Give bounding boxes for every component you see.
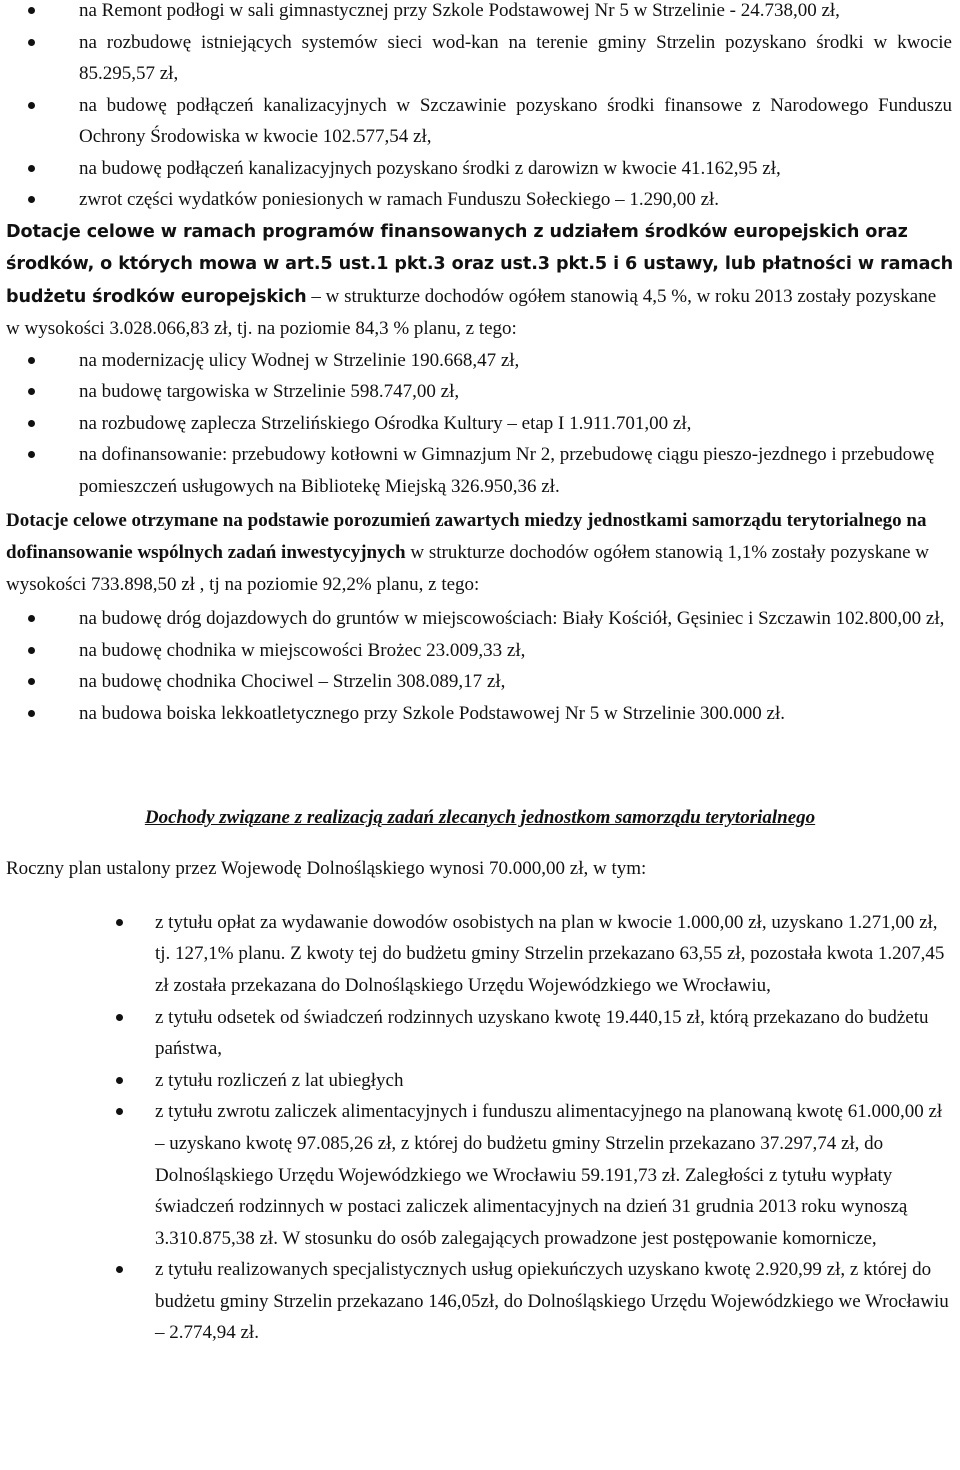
funding-list-3: [0, 603, 960, 729]
list-item: na modernizację ulicy Wodnej w Strzelinie 190.668,47 zł,: [79, 345, 952, 377]
list-item: na budowę dróg dojazdowych do gruntów w miejscowościach: Biały Kościół, Gęsiniec i Szczawin 102.800,00 zł,: [79, 603, 952, 635]
list-item: z tytułu rozliczeń z lat ubiegłych: [155, 1065, 950, 1097]
plan-text: Roczny plan ustalony przez Wojewodę Dolnośląskiego wynosi 70.000,00 zł, w tym:: [6, 858, 647, 880]
paragraph-agreements: [0, 505, 960, 600]
paragraph-eu-grants-text: – w strukturze dochodów ogółem stanowią 4,5 %, w roku 2013 zostały pozyskane w wysokości 3.028.066,83 zł, tj. na poziomie 84,3 % planu, z tego:: [6, 285, 937, 340]
list-item: na budowa boiska lekkoatletycznego przy Szkole Podstawowej Nr 5 w Strzelinie 300.000 zł.: [79, 698, 952, 730]
list-item: z tytułu zwrotu zaliczek alimentacyjnych i funduszu alimentacyjnego na planowaną kwotę 61.000,00 zł – uzyskano kwotę 97.085,26 zł, z której do budżetu gminy Strzelin przekazano 37.297,74 zł, do Dolnośląskiego Urzędu Wojewódzkiego we Wrocławiu 59.191,73 zł. Zaległości z tytułu wypłaty świadczeń rodzinnych w postaci zaliczek alimentacyjnych na dzień 31 grudnia 2013 roku wynoszą 3.310.875,38 zł. W stosunku do osób zalegających prowadzone jest postępowanie komornicze,: [155, 1096, 950, 1254]
list-item: z tytułu realizowanych specjalistycznych usług opiekuńczych uzyskano kwotę 2.920,99 zł, z której do budżetu gminy Strzelin przekazano 146,05zł, do Dolnośląskiego Urzędu Wojewódzkiego we Wrocławiu – 2.774,94 zł.: [155, 1254, 950, 1349]
list-item: na Remont podłogi w sali gimnastycznej przy Szkole Podstawowej Nr 5 w Strzelinie - 24.738,00 zł,: [79, 0, 952, 27]
list-item: na dofinansowanie: przebudowy kotłowni w Gimnazjum Nr 2, przebudowę ciągu pieszo-jezdnego i przebudowę pomieszczeń usługowych na Bibliotekę Miejską 326.950,36 zł.: [79, 439, 952, 502]
list-item: na budowę chodnika Chociwel – Strzelin 308.089,17 zł,: [79, 666, 952, 698]
paragraph-eu-grants-bold: Dotacje celowe w ramach programów finansowanych z udziałem środków europejskich oraz środków, o których mowa w art.5 ust.1 pkt.3 oraz ust.3 pkt.5 i 6 ustawy, lub płatności w ramach budżetu środków europejskich: [6, 221, 954, 307]
list-item: z tytułu opłat za wydawanie dowodów osobistych na plan w kwocie 1.000,00 zł, uzyskano 1.271,00 zł, tj. 127,1% planu. Z kwoty tej do budżetu gminy Strzelin przekazano 63,55 zł, pozostała kwota 1.207,45 zł została przekazana do Dolnośląskiego Urzędu Wojewódzkiego we Wrocławiu,: [155, 907, 950, 1002]
list-item: z tytułu odsetek od świadczeń rodzinnych uzyskano kwotę 19.440,15 zł, którą przekazano do budżetu państwa,: [155, 1002, 950, 1065]
list-item: na budowę podłączeń kanalizacyjnych pozyskano środki z darowizn w kwocie 41.162,95 zł,: [79, 153, 952, 185]
list-item: na rozbudowę zaplecza Strzelińskiego Ośrodka Kultury – etap I 1.911.701,00 zł,: [79, 408, 952, 440]
paragraph-agreements-text: w strukturze dochodów ogółem stanowią 1,1% zostały pozyskane w wysokości 733.898,50 zł , tj na poziomie 92,2% planu, z tego:: [6, 541, 930, 595]
list-item: na budowę podłączeń kanalizacyjnych w Szczawinie pozyskano środki finansowe z Narodowego Funduszu Ochrony Środowiska w kwocie 102.577,54 zł,: [79, 90, 952, 153]
funding-list-2: [0, 345, 960, 503]
paragraph-agreements-bold: Dotacje celowe otrzymane na podstawie porozumień zawartych miedzy jednostkami samorządu terytorialnego na dofinansowanie wspólnych zadań inwestycyjnych: [6, 510, 927, 563]
list-item: zwrot części wydatków poniesionych w ramach Funduszu Sołeckiego – 1.290,00 zł.: [79, 184, 952, 216]
funding-list-1: [0, 0, 960, 216]
commissioned-income-list: [0, 907, 960, 1349]
list-item: na budowę targowiska w Strzelinie 598.747,00 zł,: [79, 376, 952, 408]
section-title: Dochody związane z realizacją zadań zlecanych jednostkom samorządu terytorialnego: [144, 807, 816, 829]
list-item: na budowę chodnika w miejscowości Brożec 23.009,33 zł,: [79, 635, 952, 667]
paragraph-eu-grants: [0, 216, 960, 345]
list-item: na rozbudowę istniejących systemów sieci wod-kan na terenie gminy Strzelin pozyskano środki w kwocie 85.295,57 zł,: [79, 27, 952, 90]
